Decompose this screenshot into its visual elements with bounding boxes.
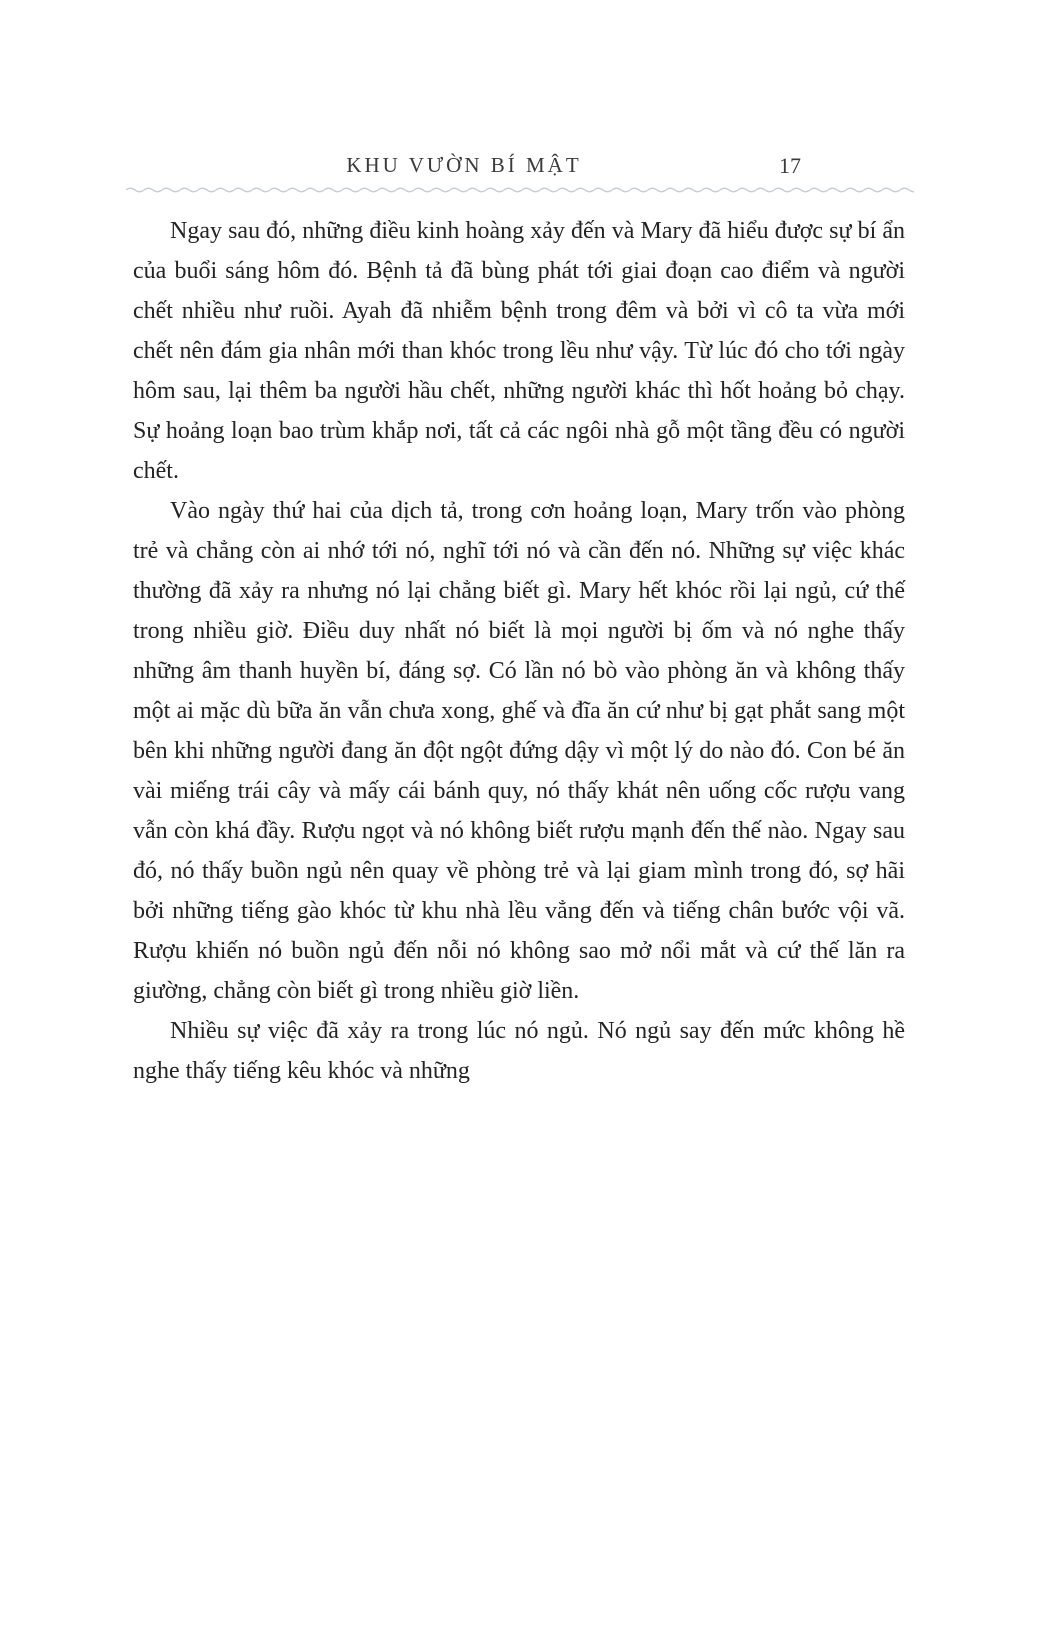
page-body <box>133 211 905 1091</box>
paragraph: Ngay sau đó, những điều kinh hoàng xảy đến và Mary đã hiểu được sự bí ẩn của buổi sáng hôm đó. Bệnh tả đã bùng phát tới giai đoạn cao điểm và người chết nhiều như ruồi. Ayah đã nhiễm bệnh trong đêm và bởi vì cô ta vừa mới chết nên đám gia nhân mới than khóc trong lều như vậy. Từ lúc đó cho tới ngày hôm sau, lại thêm ba người hầu chết, những người khác thì hốt hoảng bỏ chạy. Sự hoảng loạn bao trùm khắp nơi, tất cả các ngôi nhà gỗ một tầng đều có người chết. <box>133 218 905 484</box>
running-title: KHU VƯỜN BÍ MẬT <box>346 153 582 177</box>
page-header <box>133 153 905 183</box>
wavy-divider <box>126 185 914 195</box>
page-number: 17 <box>779 153 801 178</box>
paragraph: Vào ngày thứ hai của dịch tả, trong cơn hoảng loạn, Mary trốn vào phòng trẻ và chẳng còn ai nhớ tới nó, nghĩ tới nó và cần đến nó. Những sự việc khác thường đã xảy ra nhưng nó lại chẳng biết gì. Mary hết khóc rồi lại ngủ, cứ thế trong nhiều giờ. Điều duy nhất nó biết là mọi người bị ốm và nó nghe thấy những âm thanh huyền bí, đáng sợ. Có lần nó bò vào phòng ăn và không thấy một ai mặc dù bữa ăn vẫn chưa xong, ghế và đĩa ăn cứ như bị gạt phắt sang một bên khi những người đang ăn đột ngột đứng dậy vì một lý do nào đó. Con bé ăn vài miếng trái cây và mấy cái bánh quy, nó thấy khát nên uống cốc rượu vang vẫn còn khá đầy. Rượu ngọt và nó không biết rượu mạnh đến thế nào. Ngay sau đó, nó thấy buồn ngủ nên quay về phòng trẻ và lại giam mình trong đó, sợ hãi bởi những tiếng gào khóc từ khu nhà lều vẳng đến và tiếng chân bước vội vã. Rượu khiến nó buồn ngủ đến nỗi nó không sao mở nổi mắt và cứ thế lăn ra giường, chẳng còn biết gì trong nhiều giờ liền. <box>133 498 905 1004</box>
paragraph: Nhiều sự việc đã xảy ra trong lúc nó ngủ. Nó ngủ say đến mức không hề nghe thấy tiếng kêu khóc và những <box>133 1018 905 1084</box>
wave-fill <box>126 185 914 195</box>
